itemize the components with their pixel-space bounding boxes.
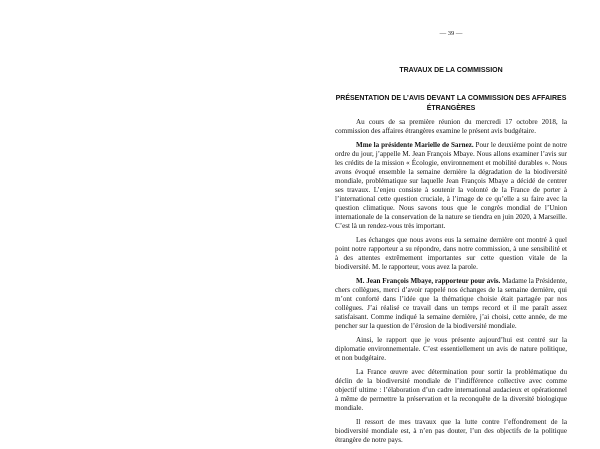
paragraph-text: La France œuvre avec détermination pour sortir la problématique du déclin de la biodiversité mondiale de l’indifférence collective avec comme objectif ultime : l’élaboration d’un cadre international audacieux et opérationnel à même de permettre la préservation et la reconquête de la diversité biologique mondiale. xyxy=(335,368,567,412)
paragraph xyxy=(335,141,567,231)
paragraph-text: Au cours de sa première réunion du mercredi 17 octobre 2018, la commission des affaires étrangères examine le présent avis budgétaire. xyxy=(335,118,567,135)
speaker: M. Jean François Mbaye, rapporteur pour avis. xyxy=(356,277,501,285)
paragraph-text: Les échanges que nous avons eus la semaine dernière ont montré à quel point notre rapporteur a su répondre, dans notre commission, à une sensibilité et à des attentes extrêmement importantes sur cette question vitale de la biodiversité. M. le rapporteur, vous avez la parole. xyxy=(335,236,567,271)
section-title: TRAVAUX DE LA COMMISSION xyxy=(399,67,503,74)
page-number: — 39 — xyxy=(439,30,463,37)
paragraph xyxy=(335,336,567,363)
paragraph xyxy=(335,368,567,413)
paragraph-text: Pour le deuxième point de notre ordre du jour, j’appelle M. Jean François Mbaye. Nous allons examiner l’avis sur les crédits de la mission « Écologie, environnement et mobilité durables ». Nous avons évoqué ensemble la semaine dernière la dégradation de la biodiversité mondiale, problématique sur laquelle Jean François Mbaye a décidé de centrer ses travaux. L’enjeu consiste à soutenir la volonté de la France de porter à l’international cette question cruciale, à l’image de ce qu’elle a su faire avec la question climatique. Nous savons tous que le congrès mondial de l’Union internationale de la conservation de la nature se tiendra en juin 2020, à Marseille. C’est là un rendez-vous très important. xyxy=(335,141,568,230)
paragraph-text: Ainsi, le rapport que je vous présente aujourd’hui est centré sur la diplomatie environnementale. C’est essentiellement un avis de nature politique, et non budgétaire. xyxy=(335,336,567,362)
subtitle: PRÉSENTATION DE L’AVIS DEVANT LA COMMISSION DES AFFAIRES ÉTRANGÈRES xyxy=(335,95,567,112)
paragraph xyxy=(335,118,567,136)
paragraph-text: Il ressort de mes travaux que la lutte contre l’effondrement de la biodiversité mondiale est, à n’en pas douter, l’un des objectifs de la politique étrangère de notre pays. xyxy=(335,418,567,444)
speaker: Mme la présidente Marielle de Sarnez. xyxy=(356,141,474,149)
paragraph xyxy=(335,236,567,272)
page-column xyxy=(335,29,567,445)
paragraph xyxy=(335,418,567,445)
paragraph-text: Madame la Présidente, chers collègues, merci d’avoir rappelé nos échanges de la semaine dernière, qui m’ont conforté dans l’idée que la thématique choisie était partagée par nos collègues. J’ai réalisé ce travail dans un temps record et il me paraît assez satisfaisant. Comme indiqué la semaine dernière, j’ai choisi, cette année, de me pencher sur la question de l’érosion de la biodiversité mondiale. xyxy=(335,277,567,330)
paragraph xyxy=(335,277,567,331)
